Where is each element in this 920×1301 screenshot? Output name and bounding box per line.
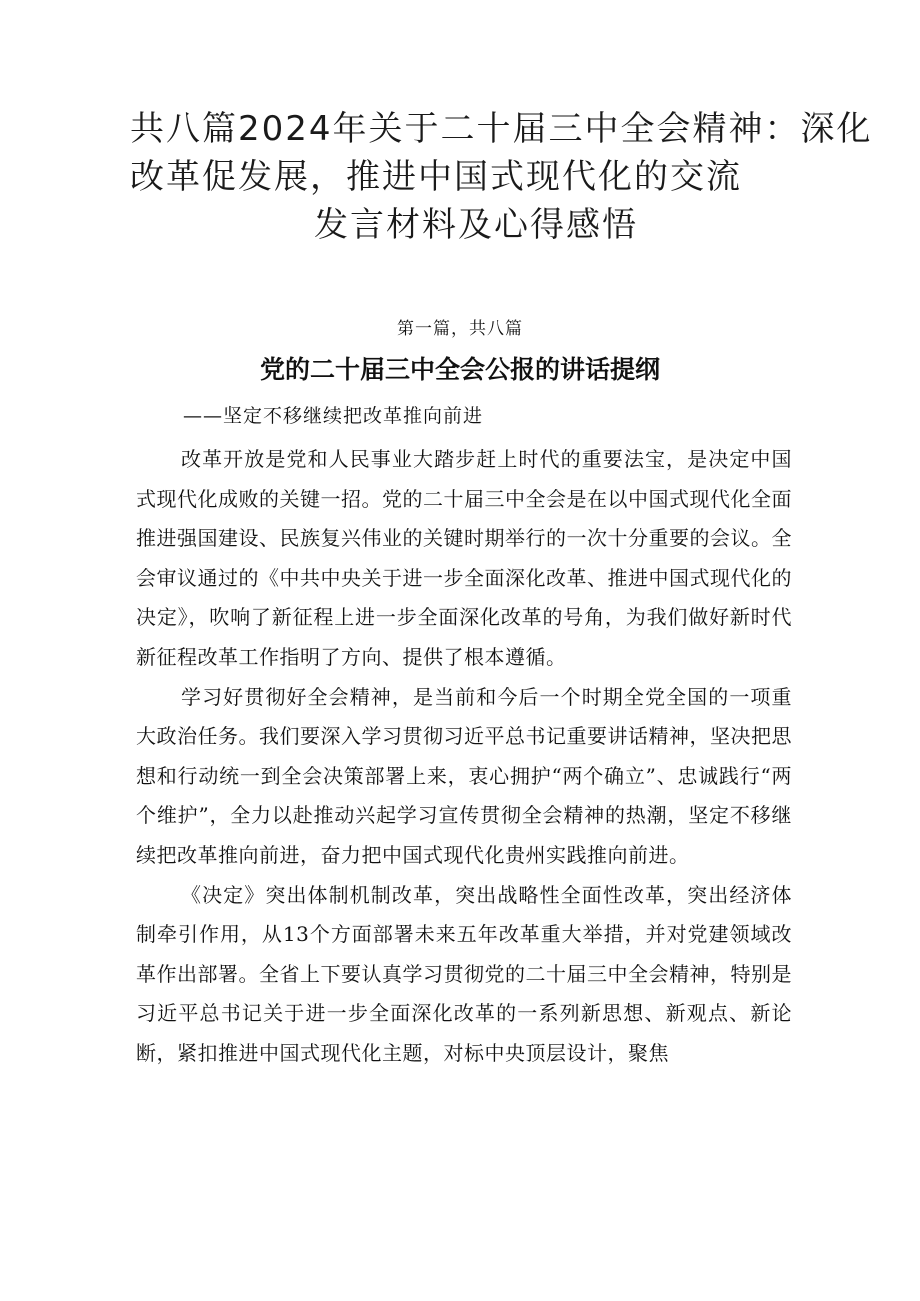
paragraph-1: 改革开放是党和人民事业大踏步赶上时代的重要法宝，是决定中国式现代化成败的关键一招。党的二十届三中全会是在以中国式现代化全面推进强国建设、民族复兴伟业的关键时期举行的一次十分重要的会议。全会审议通过的《中共中央关于进一步全面深化改革、推进中国式现代化的决定》，吹响了新征程上进一步全面深化改革的号角，为我们做好新时代新征程改革工作指明了方向、提供了根本遵循。 <box>136 447 792 669</box>
title-line-2: 改革促发展，推进中国式现代化的交流 <box>130 157 742 197</box>
title-line-1: 共八篇2024年关于二十届三中全会精神：深化 <box>130 109 873 149</box>
section-label: 第一篇，共八篇 <box>397 319 523 339</box>
title-line-3: 发言材料及心得感悟 <box>314 205 638 245</box>
paragraph-2: 学习好贯彻好全会精神，是当前和今后一个时期全党全国的一项重大政治任务。我们要深入学习贯彻习近平总书记重要讲话精神，坚决把思想和行动统一到全会决策部署上来，衷心拥护“两个确立”、忠诚践行“两个维护”，全力以赴推动兴起学习宣传贯彻全会精神的热潮，坚定不移继续把改革推向前进，奋力把中国式现代化贵州实践推向前进。 <box>136 684 792 867</box>
section-subtitle: ——坚定不移继续把改革推向前进 <box>183 405 484 427</box>
document-title <box>130 105 873 249</box>
body-text <box>136 440 792 1074</box>
section-heading: 党的二十届三中全会公报的讲话提纲 <box>259 355 660 384</box>
paragraph-3: 《决定》突出体制机制改革，突出战略性全面性改革，突出经济体制牵引作用，从13个方面部署未来五年改革重大举措，并对党建领域改革作出部署。全省上下要认真学习贯彻党的二十届三中全会精神，特别是习近平总书记关于进一步全面深化改革的一系列新思想、新观点、新论断，紧扣推进中国式现代化主题，对标中央顶层设计，聚焦 <box>136 882 792 1065</box>
